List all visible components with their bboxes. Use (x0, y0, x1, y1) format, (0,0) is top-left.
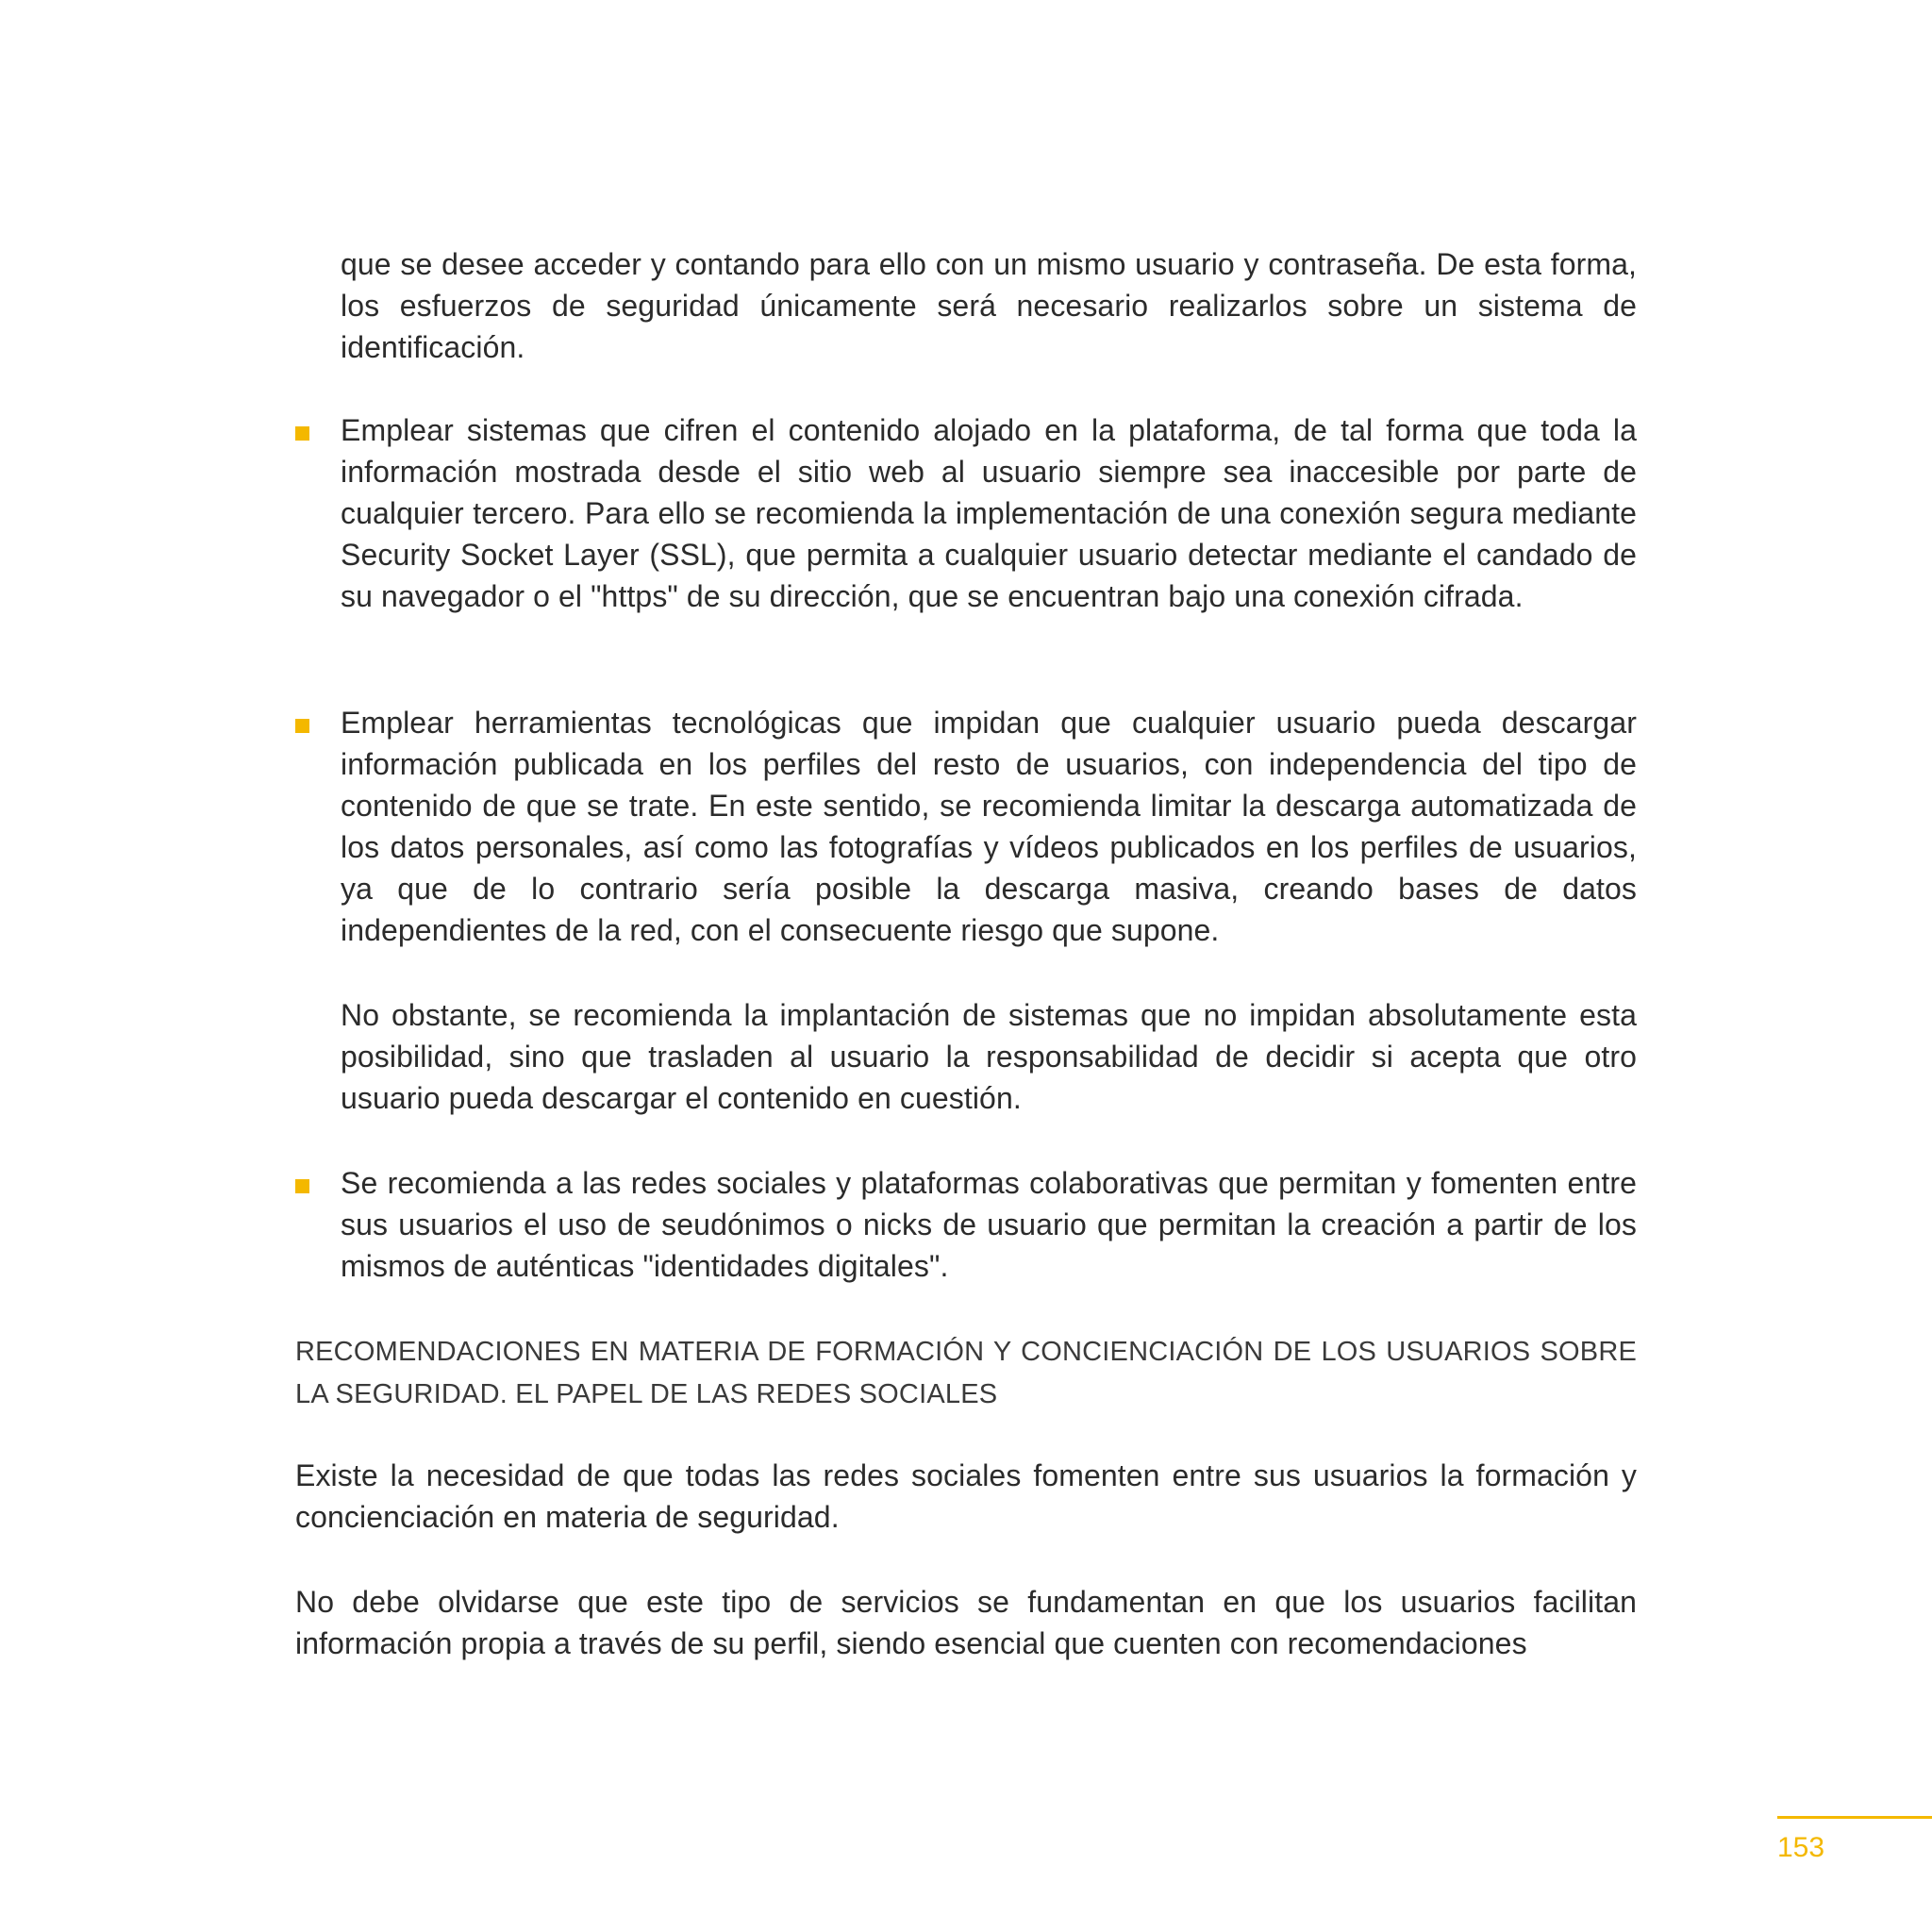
bullet-item-3 (341, 1162, 1637, 1287)
bullet-text-2: Emplear herramientas tecnológicas que impidan que cualquier usuario pueda descargar información publicada en los perfiles del resto de usuarios, con independencia del tipo de contenido de que se trate. En este sentido, se recomienda limitar la descarga automatizada de los datos personales, así como las fotografías y vídeos publicados en los perfiles de usuarios, ya que de lo contrario sería posible la descarga masiva, creando bases de datos independientes de la red, con el consecuente riesgo que supone. (341, 706, 1637, 947)
bullet-marker-2 (295, 719, 309, 733)
body-text-1: Existe la necesidad de que todas las redes sociales fomenten entre sus usuarios la formación y concienciación en materia de seguridad. (295, 1458, 1637, 1534)
section-heading: RECOMENDACIONES EN MATERIA DE FORMACIÓN Y CONCIENCIACIÓN DE LOS USUARIOS SOBRE LA SEGURIDAD. EL PAPEL DE LAS REDES SOCIALES (295, 1337, 1637, 1409)
bullet-2-followup (341, 994, 1637, 1119)
bullet-item-2 (341, 702, 1637, 951)
bullet-text-1: Emplear sistemas que cifren el contenido alojado en la plataforma, de tal forma que toda la información mostrada desde el sitio web al usuario siempre sea inaccesible por parte de cualquier tercero. Para ello se recomienda la implementación de una conexión segura mediante Security Socket Layer (SSL), que permita a cualquier usuario detectar mediante el candado de su navegador o el "https" de su dirección, que se encuentran bajo una conexión cifrada. (341, 413, 1637, 613)
body-text-2: No debe olvidarse que este tipo de servicios se fundamentan en que los usuarios facilitan información propia a través de su perfil, siendo esencial que cuenten con recomendaciones (295, 1585, 1637, 1660)
page-number: 153 (1777, 1832, 1825, 1863)
body-paragraph-1 (295, 1455, 1637, 1538)
continuation-text: que se desee acceder y contando para ello con un mismo usuario y contraseña. De esta forma, los esfuerzos de seguridad únicamente será necesario realizarlos sobre un sistema de identificación. (341, 247, 1637, 364)
continuation-paragraph (341, 243, 1637, 368)
bullet-item-1 (341, 409, 1637, 617)
page-number-rule (1777, 1816, 1932, 1819)
bullet-text-3: Se recomienda a las redes sociales y plataformas colaborativas que permitan y fomenten entre sus usuarios el uso de seudónimos o nicks de usuario que permitan la creación a partir de los mismos de auténticas "identidades digitales". (341, 1166, 1637, 1283)
bullet-2-followup-text: No obstante, se recomienda la implantación de sistemas que no impidan absolutamente esta posibilidad, sino que trasladen al usuario la responsabilidad de decidir si acepta que otro usuario pueda descargar el contenido en cuestión. (341, 998, 1637, 1115)
bullet-marker-3 (295, 1179, 309, 1193)
body-paragraph-2 (295, 1581, 1637, 1664)
bullet-marker-1 (295, 426, 309, 441)
